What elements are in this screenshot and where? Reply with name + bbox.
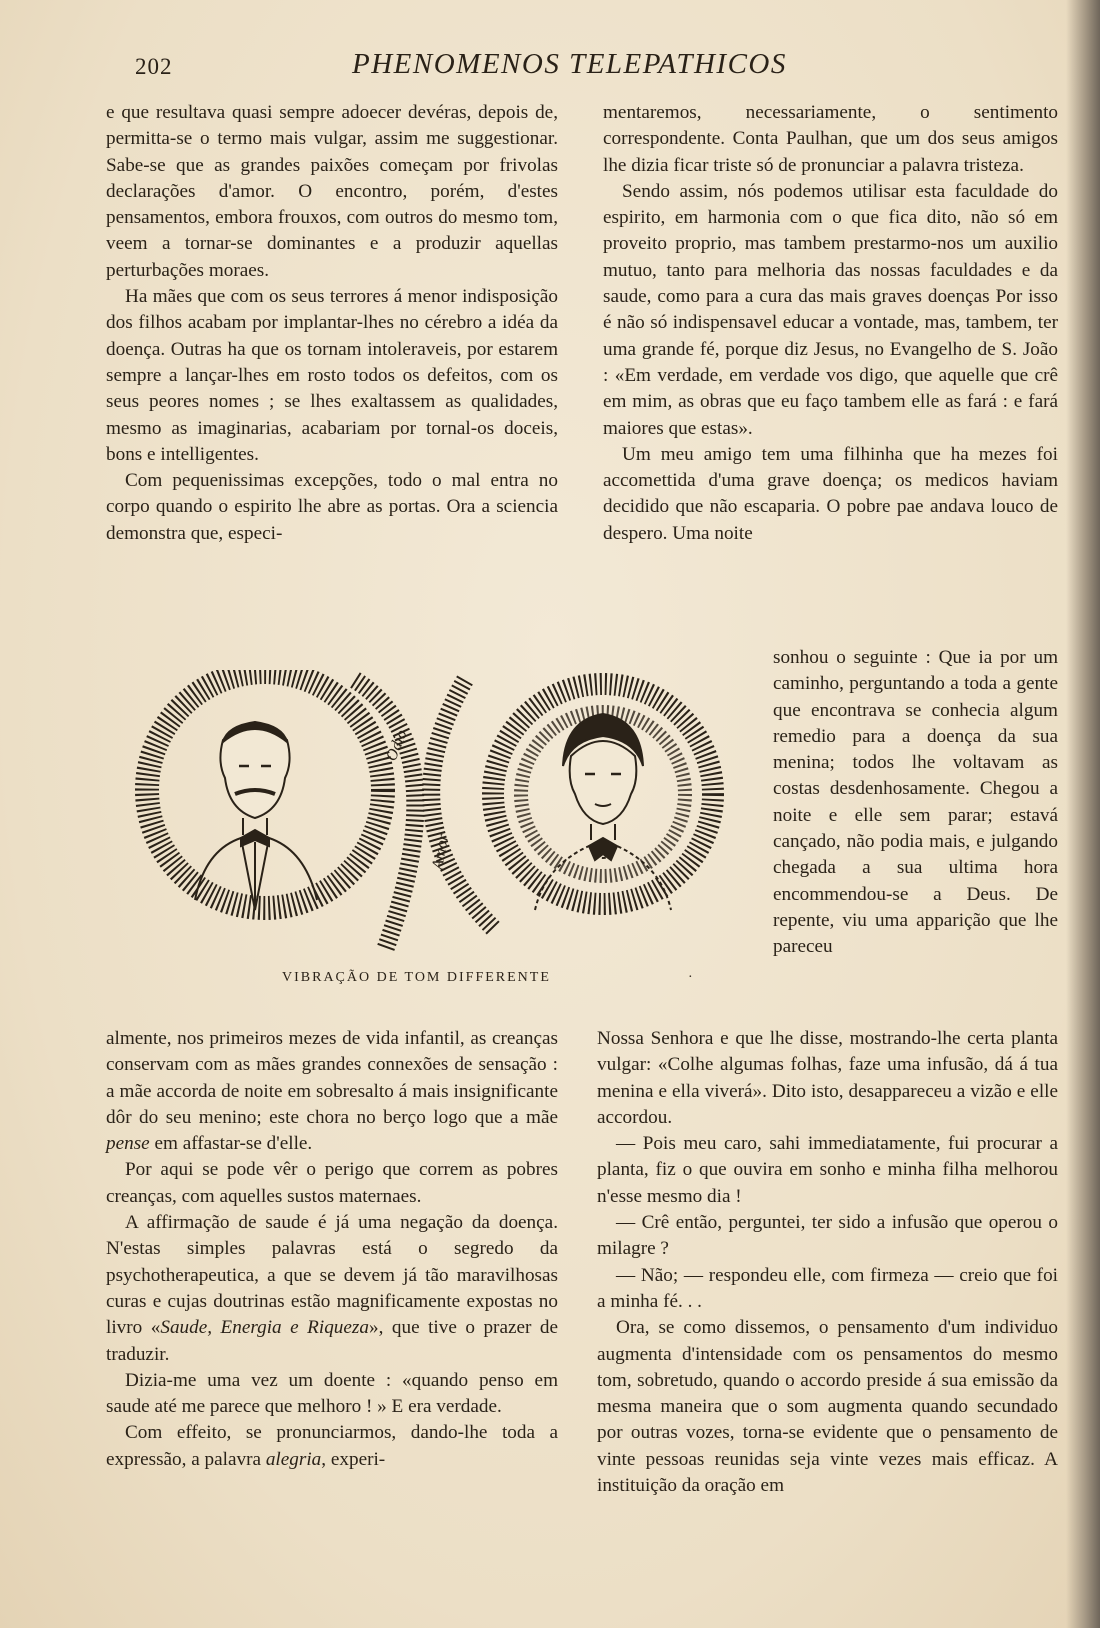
paragraph xyxy=(106,1210,558,1368)
book-title: Saude, Energia e Riqueza xyxy=(160,1317,369,1339)
right-column-narrow xyxy=(773,645,1058,961)
paragraph: — Pois meu caro, sahi immediatamente, fui procurar a planta, fiz o que ouvira em sonho e minha filha melhorou n'esse mesmo dia ! xyxy=(597,1133,1058,1207)
left-column-bottom xyxy=(106,1026,558,1473)
right-column-bottom xyxy=(597,1026,1058,1499)
paragraph xyxy=(106,1420,558,1473)
paragraph: Nossa Senhora e que lhe disse, mostrando-lhe certa planta vulgar: «Colhe algumas folhas, faze uma infusão, dá á tua menina e ella viverá». Dito isto, desappareceu a vizão e elle accordou. xyxy=(597,1028,1058,1128)
text-run: , experi- xyxy=(321,1448,386,1470)
paragraph: mentaremos, necessariamente, o sentimento correspondente. Conta Paulhan, que um dos seus amigos lhe dizia ficar triste só de pronunciar a palavra tristeza. xyxy=(603,102,1058,176)
paragraph xyxy=(106,1026,558,1157)
paragraph: sonhou o seguinte : Que ia por um caminho, perguntando a toda a gente que encontrava se conhecia algum remedio para a doença da sua menina; todos lhe voltavam as costas desdenhosamente. Chegou a noite e elle sem parar; estavá cançado, não podia mais, e julgando chegada a sua ultima hora encommendou-se a Deus. De repente, viu uma apparição que lhe pareceu xyxy=(773,647,1058,958)
right-column-top xyxy=(603,100,1058,547)
text-run: almente, nos primeiros mezes de vida infantil, as creanças conservam com as mães grandes connexões de sensação : a mãe accorda de noite em sobresalto á mais insignificante dôr do seu menino; este chora no berço logo que a mãe xyxy=(106,1028,558,1128)
page-edge-shadow xyxy=(1066,0,1100,1628)
paragraph: e que resultava quasi sempre adoecer devéras, depois de, permitta-se o termo mais vulgar, assim me suggestionar. Sabe-se que as grandes paixões começam por frivolas declarações d'amor. O encontro, porém, d'estes pensamentos, embora frouxos, com outros do mesmo tom, veem a tornar-se dominantes e a produzir aquellas perturbações moraes. xyxy=(106,102,558,281)
hate-label: Odio xyxy=(382,727,411,764)
woman-portrait xyxy=(535,714,671,910)
running-title: PHENOMENOS TELEPATHICOS xyxy=(352,48,787,80)
italic-word: pense xyxy=(106,1133,150,1155)
text-run: em affastar-se d'elle. xyxy=(154,1133,313,1155)
paragraph: Ora, se como dissemos, o pensamento d'um individuo augmenta d'intensidade com os pensamentos do mesmo tom, sobretudo, quando o accordo preside á sua emissão da mesma maneira que o som augmenta quando secundado por outras vozes, torna-se evidente que o pensamento de vinte pessoas reunidas seja vinte vezes mais efficaz. A instituição da oração em xyxy=(597,1317,1058,1497)
paragraph: — Não; — respondeu elle, com firmeza — creio que foi a minha fé. . . xyxy=(597,1264,1058,1312)
page-header xyxy=(130,48,830,88)
paragraph: Um meu amigo tem uma filhinha que ha mezes foi accomettida d'uma grave doença; os medicos haviam decidido que não escaparia. O pobre pae andava louco de despero. Uma noite xyxy=(603,443,1058,544)
left-column-top xyxy=(106,100,558,547)
paragraph: Por aqui se pode vêr o perigo que correm as pobres creanças, com aquelles sustos maternaes. xyxy=(106,1159,558,1207)
man-portrait xyxy=(195,722,317,910)
page-number: 202 xyxy=(135,54,173,79)
illustration-caption: VIBRAÇÃO DE TOM DIFFERENTE xyxy=(282,970,551,985)
paragraph: Sendo assim, nós podemos utilisar esta faculdade do espirito, em harmonia com o que fica dito, não só em proveito proprio, mas tambem prestarmo-nos um auxilio mutuo, tanto para melhoria das nossas faculdades e da saude, como para a cura das mais graves doenças Por isso é não só indispensavel educar a vontade, mas, tambem, ter uma grande fé, porque diz Jesus, no Evangelho de S. João : «Em verdade, em verdade vos digo, que aquelle que crê em mim, as obras que eu faço tambem elle as fará : e fará maiores que estas». xyxy=(603,180,1058,439)
paragraph: Dizia-me uma vez um doente : «quando penso em saude até me parece que melhoro ! » E era verdade. xyxy=(106,1369,558,1418)
love-label: Amor xyxy=(429,832,453,871)
paragraph: — Crê então, perguntei, ter sido a infusão que operou o milagre ? xyxy=(597,1212,1058,1260)
text-run: A affirmação de saude é já uma negação da doença. N'estas simples palavras está o segredo da psychotherapeutica, a que se devem já tão maravilhosas curas e cujas doutrinas estão magnificamente expostas no livro « xyxy=(106,1212,558,1339)
caption-dot: · xyxy=(688,970,693,985)
paragraph: Ha mães que com os seus terrores á menor indisposição dos filhos acabam por implantar-lhes no cérebro a idéa da doença. Outras ha que os tornam intoleraveis, por estarem sempre a lançar-lhes em rosto todos os defeitos, com os seus peores nomes ; se lhes exaltassem as qualidades, mesmo as imaginarias, acabariam por tornal-os doceis, bons e intelligentes. xyxy=(106,286,558,465)
text-run: », que tive o prazer de traduzir. xyxy=(106,1317,558,1365)
text-run: Com effeito, se pronunciarmos, dando-lhe toda a expressão, a palavra xyxy=(106,1422,558,1470)
vibration-illustration xyxy=(105,670,745,960)
paragraph: Com pequenissimas excepções, todo o mal entra no corpo quando o espirito lhe abre as portas. Ora a sciencia demonstra que, especi- xyxy=(106,470,558,544)
italic-word: alegria xyxy=(265,1448,322,1470)
